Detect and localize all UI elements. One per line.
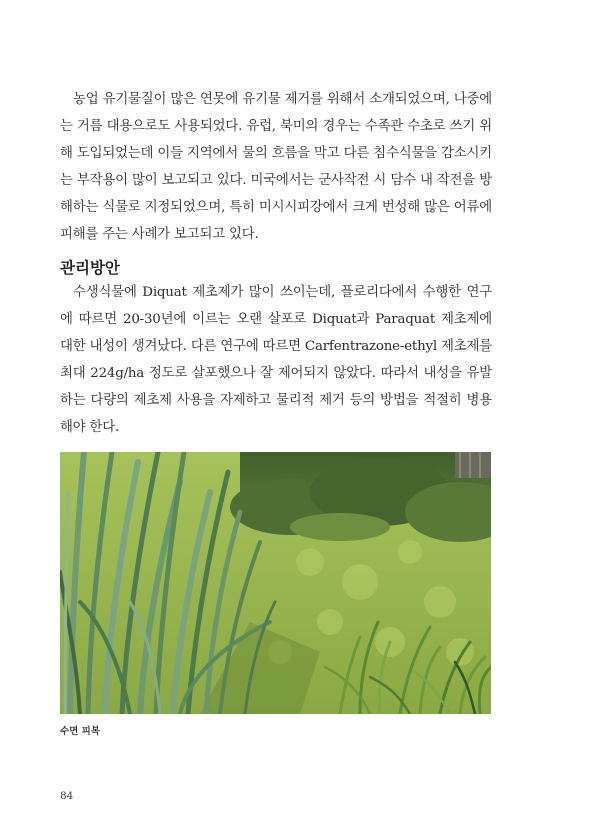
section-heading: 관리방안	[60, 259, 120, 277]
figure-caption: 수면 피복	[60, 726, 101, 737]
body-paragraph-1: 농업 유기물질이 많은 연못에 유기물 제거를 위해서 소개되었으며, 나중에는 거름 대용으로도 사용되었다. 유럽, 북미의 경우는 수족관 수초로 쓰기 위해 도입되었는데 이들 지역에서 물의 흐름을 막고 다른 침수식물을 감소시키는 부작용이 많이 보고되고 있다. 미국에서는 군사작전 시 담수 내 작전을 방해하는 식물로 지정되었으며, 특히 미시시피강에서 크게 번성해 많은 어류에 피해를 주는 사례가 보고되고 있다.	[60, 92, 492, 242]
pond-photo-illustration	[60, 452, 491, 714]
page-number: 84	[60, 790, 74, 802]
pond-photo	[60, 452, 491, 714]
body-paragraph-2: 수생식물에 Diquat 제초제가 많이 쓰이는데, 플로리다에서 수행한 연구에 따르면 20-30년에 이르는 오랜 살포로 Diquat과 Paraquat 제초제에 대한 내성이 생겨났다. 다른 연구에 따르면 Carfentrazone-ethyl 제초제를 최대 224g/ha 정도로 살포했으나 잘 제어되지 않았다. 따라서 내성을 유발하는 다량의 제초제 사용을 자제하고 물리적 제거 등의 방법을 적절히 병용해야 한다.	[60, 285, 492, 435]
background-shrubs	[230, 452, 491, 542]
